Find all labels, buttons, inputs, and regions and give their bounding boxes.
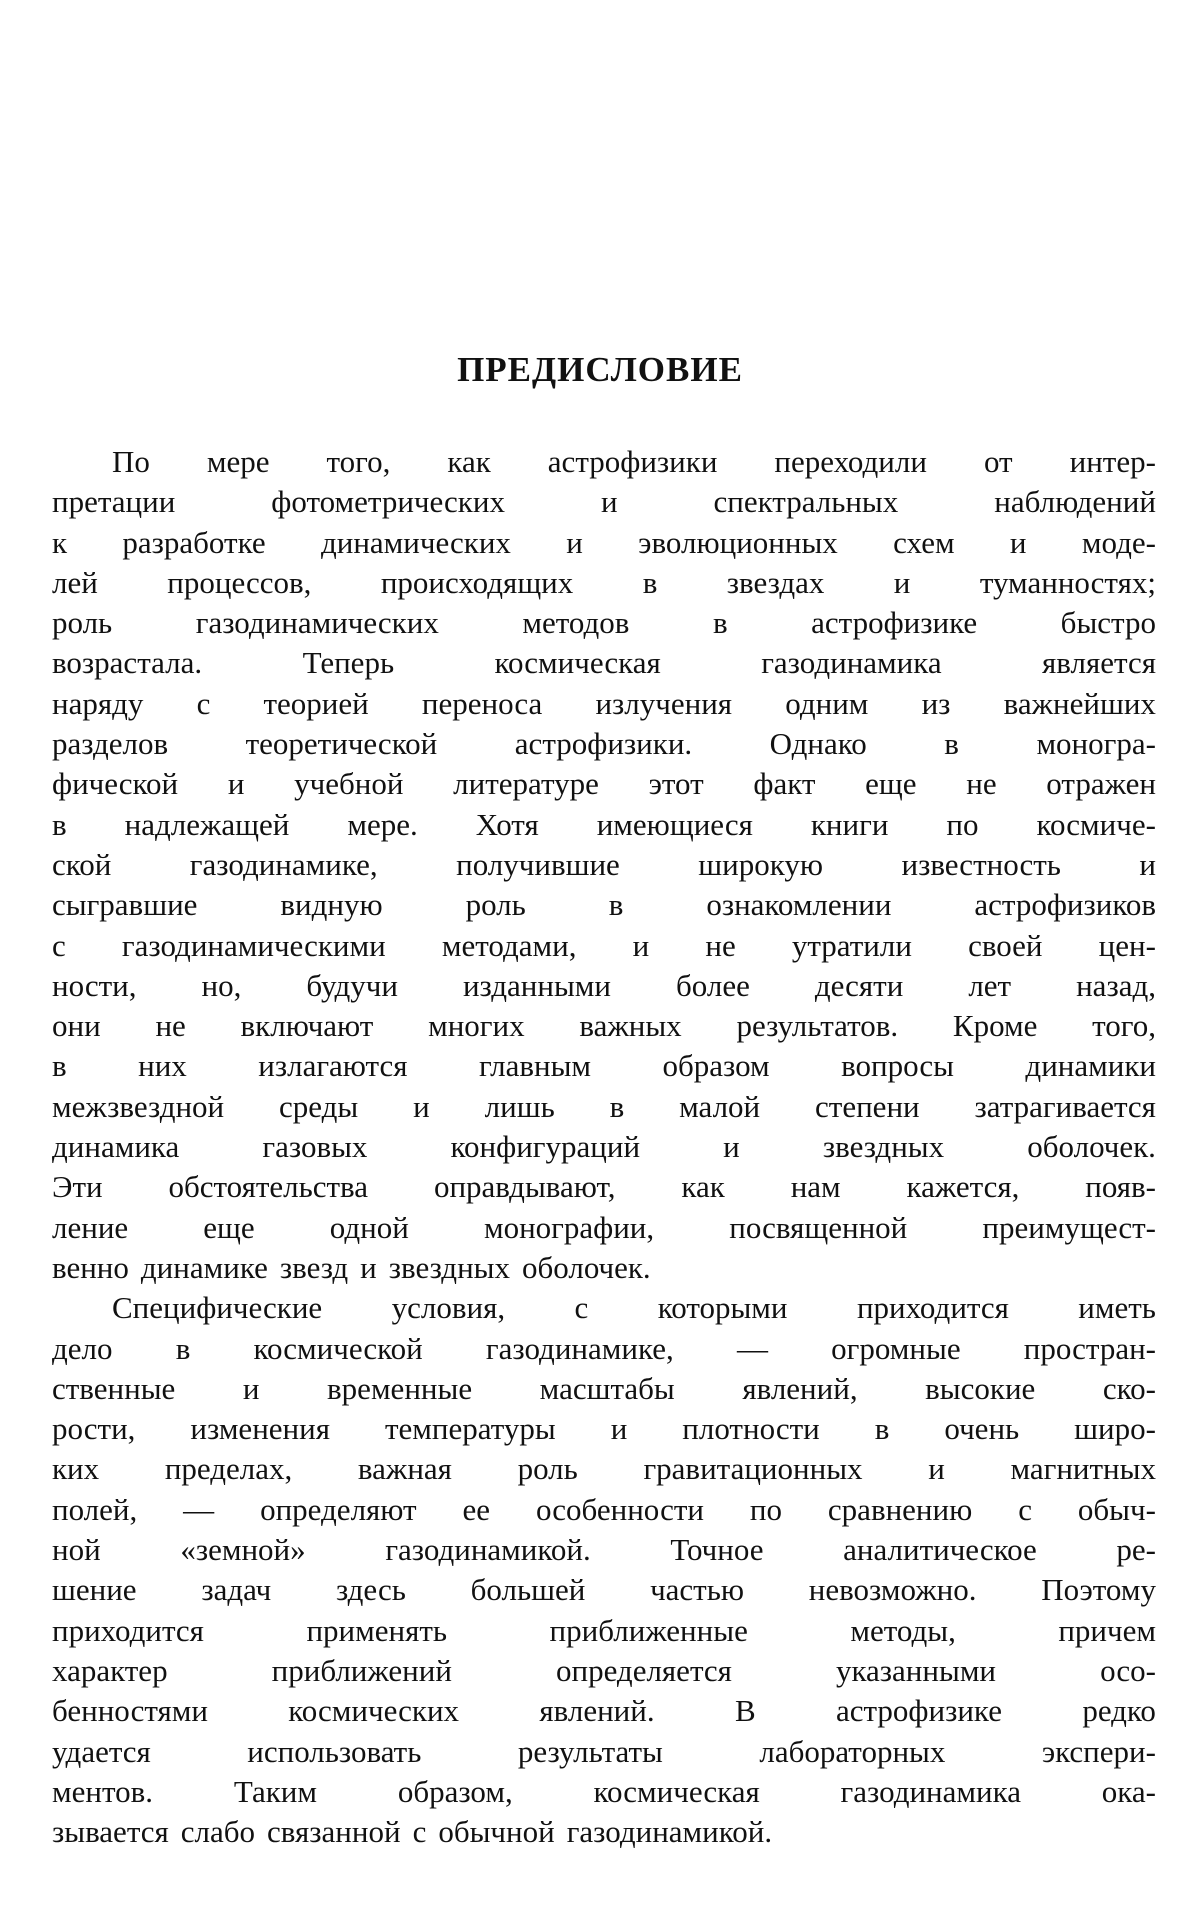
word: как	[447, 444, 491, 479]
word: Однако	[769, 726, 867, 762]
word: важных	[579, 1008, 682, 1044]
word: быстро	[1060, 605, 1156, 641]
word: важнейших	[1003, 685, 1156, 721]
text-line	[52, 442, 1156, 482]
word: бенностями	[52, 1693, 208, 1729]
word: получившие	[456, 846, 620, 882]
word: роль	[52, 605, 113, 641]
word: наблюдений	[994, 484, 1156, 520]
word: межзвездной	[52, 1088, 225, 1124]
word: многих	[428, 1008, 525, 1044]
word: —	[736, 1330, 768, 1366]
word: включают	[240, 1008, 374, 1044]
word: В	[734, 1693, 756, 1729]
word: мере.	[347, 806, 418, 842]
word: книги	[810, 806, 889, 842]
word: кажется,	[906, 1169, 1020, 1205]
word: астрофизиков	[974, 887, 1156, 923]
word: результаты	[517, 1733, 663, 1769]
word: космическая	[593, 1773, 760, 1809]
word: и	[600, 484, 618, 520]
word: удается	[52, 1733, 151, 1769]
word: Эти	[52, 1169, 103, 1205]
word: здесь	[335, 1572, 406, 1608]
word: приходится	[52, 1612, 204, 1648]
word: сравнению	[827, 1491, 973, 1527]
word: газодинамическими	[121, 927, 386, 963]
word: результатов.	[736, 1008, 899, 1044]
word: и	[227, 766, 245, 802]
word: ментов.	[52, 1773, 153, 1809]
word: очень	[944, 1411, 1020, 1447]
word: но,	[201, 967, 242, 1003]
word: динамики	[1025, 1048, 1156, 1084]
word: схем	[893, 524, 955, 560]
word: космических	[288, 1693, 460, 1729]
word: изменения	[190, 1411, 330, 1447]
word: По	[112, 444, 150, 479]
word: гравитационных	[643, 1451, 863, 1487]
word: имеющиеся	[596, 806, 753, 842]
word: изданными	[462, 967, 611, 1003]
word: экспери-	[1041, 1733, 1156, 1769]
word: разработке	[122, 524, 266, 560]
text-line	[52, 1570, 1156, 1610]
word: с	[1018, 1491, 1032, 1527]
word: главным	[478, 1048, 592, 1084]
word: моногра-	[1036, 726, 1156, 762]
word: газодинамикой.	[566, 1814, 773, 1850]
text-line	[52, 1691, 1156, 1731]
text-line	[52, 1329, 1156, 1369]
word: образом	[662, 1048, 770, 1084]
word: методами,	[441, 927, 577, 963]
word: видную	[280, 887, 383, 923]
word: лишь	[484, 1088, 555, 1124]
text-line	[52, 563, 1156, 603]
text-line	[52, 724, 1156, 764]
word: и	[360, 1249, 377, 1285]
word: ких	[52, 1451, 100, 1487]
word: указанными	[835, 1652, 997, 1688]
word: звездах	[726, 564, 825, 600]
word: ственные	[52, 1370, 176, 1406]
text-line	[52, 1611, 1156, 1651]
word: посвященной	[729, 1209, 908, 1245]
text-line	[52, 1732, 1156, 1772]
word: в	[642, 564, 658, 600]
word: и	[610, 1411, 628, 1447]
word: конфигураций	[450, 1129, 641, 1165]
word: газодинамикой.	[385, 1532, 591, 1568]
word: широкую	[698, 846, 824, 882]
word: как	[681, 1169, 725, 1205]
text-line	[52, 1812, 1156, 1852]
word: Точное	[670, 1532, 764, 1568]
word: шение	[52, 1572, 137, 1608]
word: слабо	[180, 1814, 256, 1850]
text-line	[52, 523, 1156, 563]
word: космиче-	[1036, 806, 1156, 842]
word: динамике	[140, 1249, 268, 1285]
word: назад,	[1076, 967, 1156, 1003]
word: моде-	[1081, 524, 1156, 560]
text-line	[52, 1087, 1156, 1127]
word: будучи	[306, 967, 398, 1003]
text-line	[52, 1006, 1156, 1046]
word: они	[52, 1008, 101, 1044]
word: интер-	[1069, 444, 1156, 479]
word: приближений	[271, 1652, 452, 1688]
word: в	[175, 1330, 191, 1366]
word: вопросы	[841, 1048, 954, 1084]
word: преимущест-	[982, 1209, 1156, 1245]
word: обстоятельства	[168, 1169, 369, 1205]
word: переходили	[774, 444, 927, 479]
word: еще	[203, 1209, 255, 1245]
text-line	[52, 1248, 1156, 1288]
word: литературе	[453, 766, 599, 802]
word: излагаются	[258, 1048, 408, 1084]
word: Специфические	[112, 1290, 323, 1326]
word: не	[155, 1008, 186, 1044]
word: фотометрических	[271, 484, 505, 520]
word: динамических	[320, 524, 511, 560]
word: десяти	[814, 967, 904, 1003]
word: нам	[790, 1169, 841, 1205]
word: звездных	[388, 1249, 510, 1285]
word: не	[705, 927, 736, 963]
word: определяется	[555, 1652, 732, 1688]
word: с	[412, 1814, 427, 1850]
word: и	[1009, 524, 1027, 560]
word: является	[1042, 645, 1156, 681]
word: разделов	[52, 726, 169, 762]
word: ление	[52, 1209, 129, 1245]
word: малой	[679, 1088, 761, 1124]
text-line	[52, 1490, 1156, 1530]
word: полей,	[52, 1491, 138, 1527]
word: связанной	[267, 1814, 401, 1850]
word: магнитных	[1010, 1451, 1156, 1487]
word: этот	[648, 766, 704, 802]
word: условия,	[391, 1290, 506, 1326]
word: отражен	[1046, 766, 1156, 802]
word: приближенные	[549, 1612, 748, 1648]
word: широ-	[1074, 1411, 1156, 1447]
word: большей	[470, 1572, 586, 1608]
word: среды	[279, 1088, 359, 1124]
text-line	[52, 1288, 1156, 1328]
word: и	[566, 524, 583, 560]
word: использовать	[247, 1733, 422, 1769]
word: звездных	[822, 1129, 945, 1165]
word: к	[52, 524, 68, 560]
text-line	[52, 1530, 1156, 1570]
preface-text	[52, 442, 1156, 1852]
word: «земной»	[180, 1532, 306, 1568]
word: иметь	[1078, 1290, 1156, 1326]
text-line	[52, 1409, 1156, 1449]
word: ока-	[1101, 1773, 1156, 1809]
text-line	[52, 603, 1156, 643]
word: от	[983, 444, 1013, 479]
word: в	[52, 1048, 67, 1084]
word: и	[632, 927, 650, 963]
word: Хотя	[475, 806, 539, 842]
word: из	[921, 685, 951, 721]
word: и	[242, 1370, 260, 1406]
word: лабораторных	[759, 1733, 946, 1769]
word: известность	[901, 846, 1061, 882]
word: и	[723, 1129, 740, 1165]
word: и	[1139, 846, 1156, 882]
word: более	[675, 967, 750, 1003]
text-line	[52, 1046, 1156, 1086]
word: простран-	[1023, 1330, 1156, 1366]
word: огромные	[831, 1330, 961, 1366]
word: своей	[968, 927, 1043, 963]
word: Поэтому	[1041, 1572, 1156, 1608]
word: теорией	[263, 685, 369, 721]
word: астрофизике	[811, 605, 978, 641]
word: Теперь	[302, 645, 395, 681]
word: особенности	[535, 1491, 704, 1527]
word: с	[574, 1290, 589, 1326]
word: астрофизики.	[514, 726, 693, 762]
word: звезд	[279, 1249, 349, 1285]
word: плотности	[682, 1411, 820, 1447]
word: роль	[465, 887, 526, 923]
word: того,	[1092, 1008, 1156, 1044]
word: и	[413, 1088, 430, 1124]
word: монографии,	[483, 1209, 655, 1245]
text-line	[52, 805, 1156, 845]
word: ре-	[1116, 1532, 1156, 1568]
word: явлений,	[742, 1370, 858, 1406]
word: временные	[327, 1370, 473, 1406]
text-line	[52, 966, 1156, 1006]
word: ности,	[52, 967, 137, 1003]
word: причем	[1058, 1612, 1156, 1648]
word: и	[893, 564, 911, 600]
word: астрофизике	[835, 1693, 1002, 1729]
text-line	[52, 1772, 1156, 1812]
word: происходящих	[380, 564, 574, 600]
word: пределах,	[164, 1451, 293, 1487]
word: процессов,	[167, 564, 312, 600]
page-title: ПРЕДИСЛОВИЕ	[457, 350, 743, 389]
text-line	[52, 1369, 1156, 1409]
word: переноса	[421, 685, 543, 721]
text-line	[52, 1208, 1156, 1248]
word: обычной	[438, 1814, 555, 1850]
word: цен-	[1098, 927, 1156, 963]
word: не	[966, 766, 997, 802]
word: венно	[52, 1249, 129, 1285]
text-line	[52, 926, 1156, 966]
word: в	[52, 806, 67, 842]
word: рости,	[52, 1411, 136, 1447]
word: которыми	[657, 1290, 788, 1326]
word: спектральных	[713, 484, 899, 520]
word: лей	[52, 564, 98, 600]
word: —	[183, 1491, 215, 1527]
word: появ-	[1085, 1169, 1156, 1205]
text-line	[52, 643, 1156, 683]
word: задач	[201, 1572, 272, 1608]
word: осо-	[1100, 1652, 1156, 1688]
word: ознакомлении	[706, 887, 892, 923]
word: методы,	[850, 1612, 956, 1648]
word: сыгравшие	[52, 887, 198, 923]
word: Таким	[233, 1773, 318, 1809]
word: одним	[785, 685, 869, 721]
text-line	[52, 1127, 1156, 1167]
word: затрагивается	[974, 1088, 1156, 1124]
word: по	[946, 806, 979, 842]
word: методов	[522, 605, 630, 641]
word: зывается	[52, 1814, 169, 1850]
word: газодинамика	[761, 645, 942, 681]
word: с	[196, 685, 211, 721]
word: астрофизики	[547, 444, 718, 479]
word: оболочек.	[1027, 1129, 1156, 1165]
word: возрастала.	[52, 645, 203, 681]
text-line	[52, 845, 1156, 885]
word: ной	[52, 1532, 101, 1568]
word: того,	[326, 444, 391, 479]
text-line	[52, 885, 1156, 925]
word: еще	[865, 766, 917, 802]
word: одной	[329, 1209, 409, 1245]
word: претации	[52, 484, 176, 520]
word: туманностях;	[979, 564, 1156, 600]
word: газодинамике,	[485, 1330, 674, 1366]
word: высокие	[925, 1370, 1036, 1406]
word: и	[928, 1451, 945, 1487]
text-line	[52, 1167, 1156, 1207]
text-line	[52, 482, 1156, 522]
text-line	[52, 764, 1156, 804]
word: утратили	[791, 927, 912, 963]
word: в	[874, 1411, 890, 1447]
word: мере	[206, 444, 270, 479]
word: приходится	[856, 1290, 1009, 1326]
word: в	[712, 605, 728, 641]
word: факт	[753, 766, 816, 802]
word: в	[608, 887, 624, 923]
word: в	[609, 1088, 625, 1124]
word: температуры	[384, 1411, 556, 1447]
word: ско-	[1102, 1370, 1156, 1406]
text-line	[52, 684, 1156, 724]
word: явлений.	[539, 1693, 655, 1729]
word: ской	[52, 846, 112, 882]
word: ее	[462, 1491, 491, 1527]
word: надлежащей	[124, 806, 290, 842]
word: учебной	[294, 766, 404, 802]
word: роль	[517, 1451, 578, 1487]
word: Кроме	[952, 1008, 1038, 1044]
text-line	[52, 1651, 1156, 1691]
word: характер	[52, 1652, 168, 1688]
word: важная	[357, 1451, 452, 1487]
word: невозможно.	[808, 1572, 977, 1608]
word: редко	[1082, 1693, 1156, 1729]
word: в	[944, 726, 959, 762]
word: них	[138, 1048, 187, 1084]
word: теоретической	[245, 726, 438, 762]
word: лет	[968, 967, 1012, 1003]
word: частью	[650, 1572, 745, 1608]
word: масштабы	[539, 1370, 675, 1406]
word: дело	[52, 1330, 113, 1366]
word: газовых	[262, 1129, 368, 1165]
word: степени	[815, 1088, 920, 1124]
word: излучения	[595, 685, 733, 721]
word: газодинамике,	[189, 846, 378, 882]
word: обыч-	[1077, 1491, 1156, 1527]
word: газодинамика	[840, 1773, 1021, 1809]
word: аналитическое	[843, 1532, 1037, 1568]
word: динамика	[52, 1129, 180, 1165]
word: с	[52, 927, 66, 963]
word: эволюционных	[638, 524, 838, 560]
word: космической	[253, 1330, 423, 1366]
word: газодинамических	[195, 605, 439, 641]
word: оправдывают,	[433, 1169, 616, 1205]
word: применять	[306, 1612, 448, 1648]
word: определяют	[260, 1491, 417, 1527]
word: по	[749, 1491, 782, 1527]
text-line	[52, 1449, 1156, 1489]
word: фической	[52, 766, 179, 802]
word: образом,	[397, 1773, 513, 1809]
word: космическая	[494, 645, 661, 681]
word: оболочек.	[521, 1249, 651, 1285]
word: наряду	[52, 685, 144, 721]
